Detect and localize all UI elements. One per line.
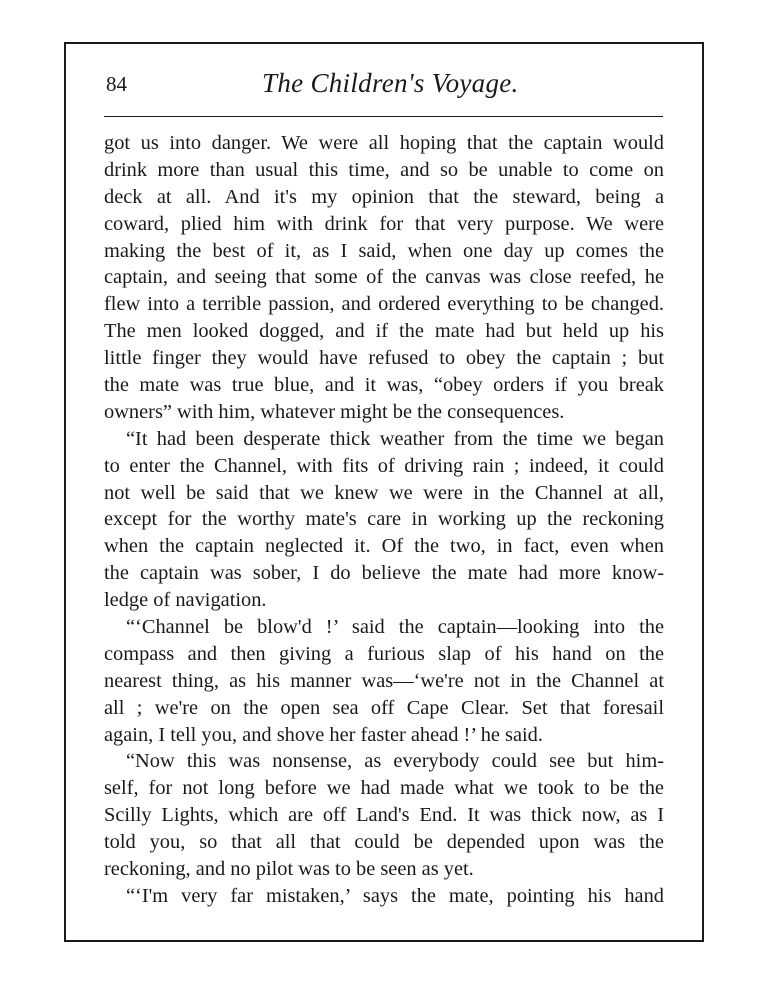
text-line: deck at all. And it's my opinion that the steward, being a: [104, 185, 664, 208]
running-title: The Children's Voyage.: [262, 68, 519, 98]
text-line: got us into danger. We were all hoping that the captain would: [104, 132, 664, 154]
paragraph: [104, 614, 664, 748]
text-line: owners” with him, whatever might be the consequences.: [104, 400, 565, 423]
text-line: to enter the Channel, with fits of driving rain ; indeed, it could: [104, 454, 664, 477]
text-line: ledge of navigation.: [104, 589, 267, 612]
text-line: the mate was true blue, and it was, “obey orders if you break: [104, 374, 664, 397]
text-line: not well be said that we knew we were in the Channel at all,: [104, 481, 664, 504]
paragraph: [104, 748, 664, 882]
text-line: drink more than usual this time, and so be unable to come on: [104, 158, 664, 181]
text-line: reckoning, and no pilot was to be seen as yet.: [104, 858, 474, 881]
text-line: again, I tell you, and shove her faster ahead !’ he said.: [104, 723, 543, 746]
body-text: [104, 130, 664, 910]
text-line: Scilly Lights, which are off Land's End. It was thick now, as I: [104, 804, 664, 827]
text-line: little finger they would have refused to obey the captain ; but: [104, 347, 664, 370]
text-line: self, for not long before we had made what we took to be the: [104, 777, 664, 800]
text-line: the captain was sober, I do believe the mate had more know-: [104, 562, 664, 585]
text-line: making the best of it, as I said, when one day up comes the: [104, 239, 664, 262]
text-line: told you, so that all that could be depended upon was the: [104, 831, 664, 854]
text-line: compass and then giving a furious slap of his hand on the: [104, 642, 664, 665]
paragraph: [104, 130, 664, 426]
text-line: captain, and seeing that some of the canvas was close reefed, he: [104, 266, 664, 289]
text-line: The men looked dogged, and if the mate had but held up his: [104, 320, 664, 343]
header-rule: [104, 116, 663, 117]
text-line: “Now this was nonsense, as everybody could see but him-: [126, 750, 664, 773]
text-line: “‘I'm very far mistaken,’ says the mate, pointing his hand: [126, 884, 664, 907]
text-line: “‘Channel be blow'd !’ said the captain—looking into the: [126, 616, 664, 639]
text-line: when the captain neglected it. Of the two, in fact, even when: [104, 535, 664, 558]
text-line: all ; we're on the open sea off Cape Clear. Set that foresail: [104, 696, 664, 719]
text-line: except for the worthy mate's care in working up the reckoning: [104, 508, 664, 531]
text-line: coward, plied him with drink for that very purpose. We were: [104, 212, 664, 235]
paragraph: [104, 426, 664, 614]
paragraph: [104, 883, 664, 910]
running-header: [102, 66, 664, 106]
page-number: 84: [106, 72, 127, 96]
text-line: “It had been desperate thick weather from the time we began: [126, 427, 664, 450]
text-line: nearest thing, as his manner was—‘we're not in the Channel at: [104, 669, 664, 692]
text-line: flew into a terrible passion, and ordered everything to be changed.: [104, 293, 664, 316]
